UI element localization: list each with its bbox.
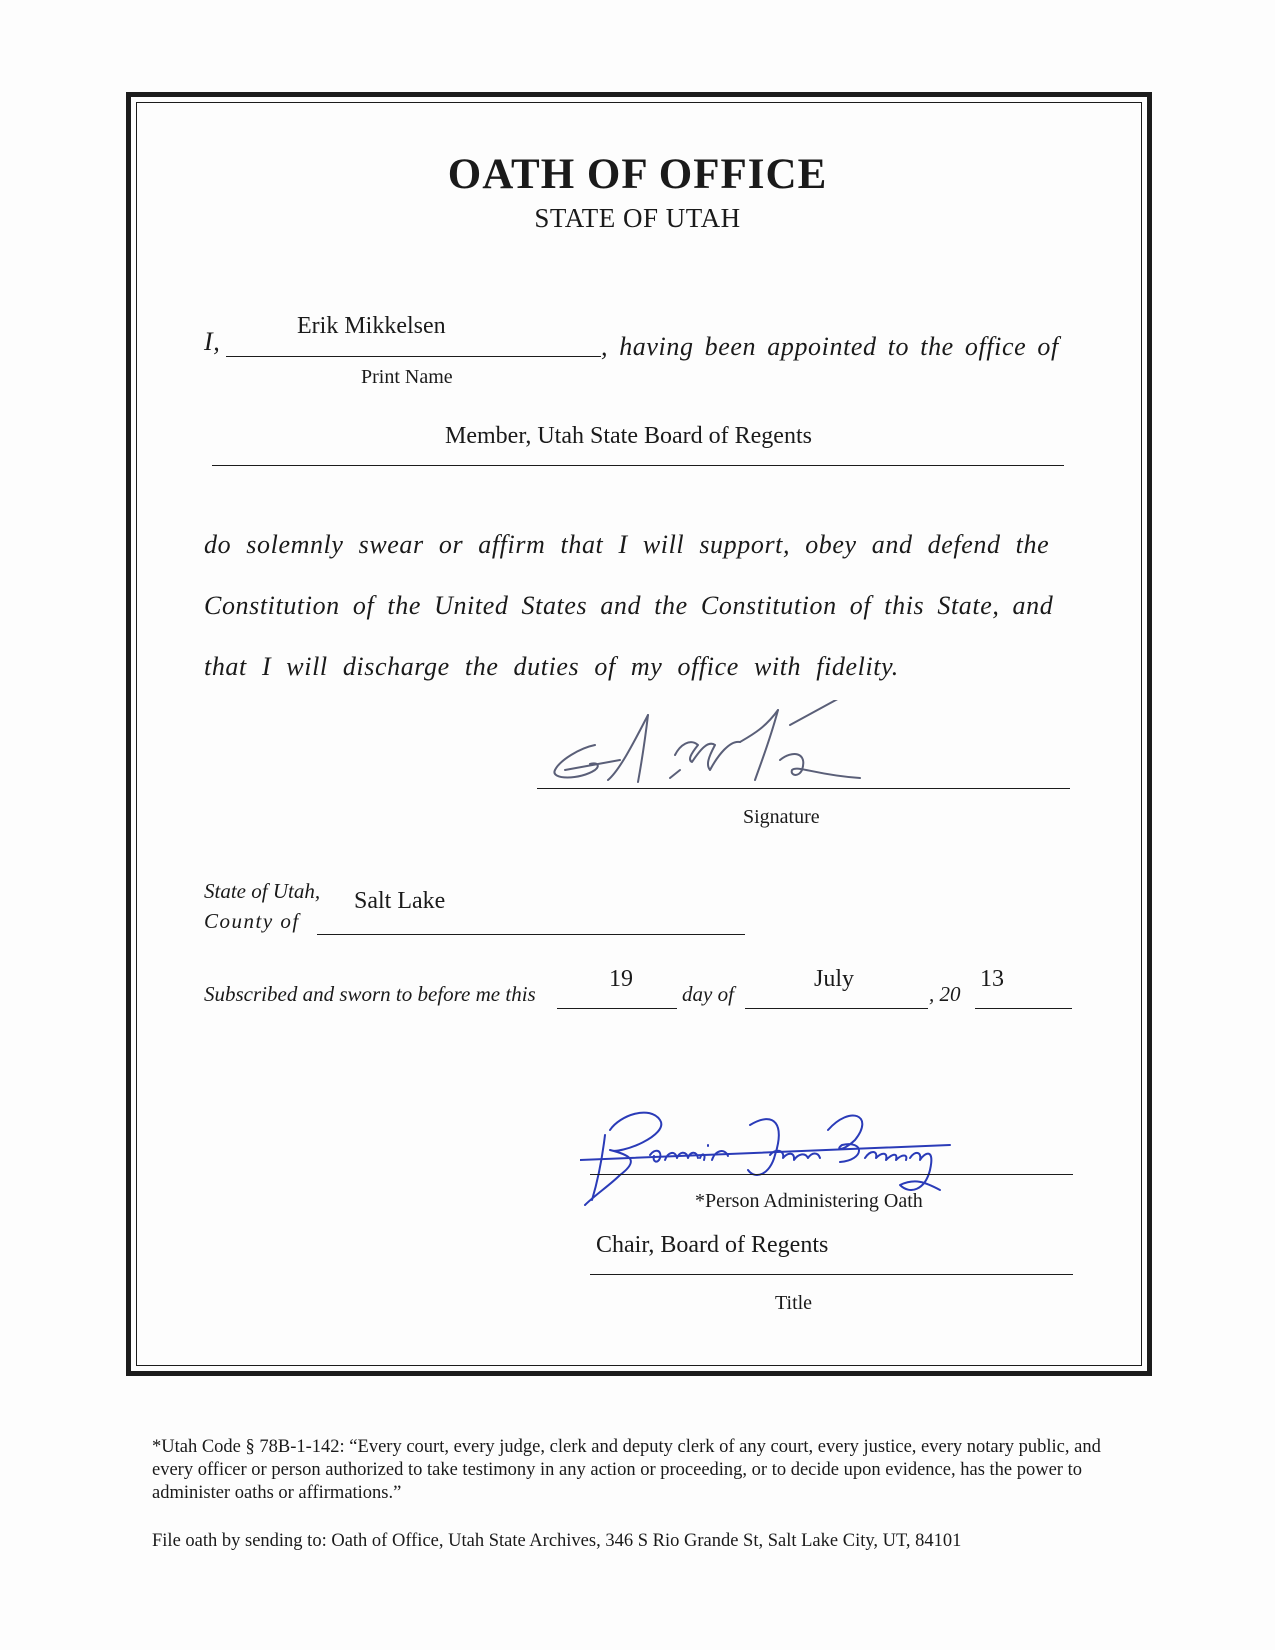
print-name-label: Print Name <box>361 366 453 388</box>
title-label: Title <box>775 1292 813 1314</box>
year-underline <box>975 1008 1072 1009</box>
month-field[interactable]: July <box>814 966 855 992</box>
day-of-label: day of <box>682 982 734 1006</box>
day-underline <box>557 1008 677 1009</box>
appointed-text: , having been appointed to the office of <box>601 332 1059 361</box>
county-field[interactable]: Salt Lake <box>354 888 446 914</box>
day-field[interactable]: 19 <box>609 966 633 992</box>
oath-line-1: do solemnly swear or affirm that I will support, obey and defend the <box>204 530 1050 559</box>
page-title: OATH OF OFFICE <box>447 151 828 198</box>
signature-graphic <box>540 700 910 800</box>
administrator-line <box>590 1174 1073 1175</box>
oath-line-2: Constitution of the United States and the Constitution of this State, and <box>204 591 1054 620</box>
name-underline <box>226 356 601 357</box>
title-underline <box>590 1274 1073 1275</box>
year-field[interactable]: 13 <box>980 966 1004 992</box>
administrator-label: *Person Administering Oath <box>695 1190 923 1212</box>
footer-code-note: *Utah Code § 78B-1-142: “Every court, every judge, clerk and deputy clerk of any court, every justice, every notary public, and every officer or person authorized to take testimony in any action or proceeding, or to decide upon evidence, has the power to administer oaths or affirmations.” <box>152 1437 1101 1503</box>
subscribed-label: Subscribed and sworn to before me this <box>204 982 536 1006</box>
office-field[interactable]: Member, Utah State Board of Regents <box>445 423 812 449</box>
oath-line-3: that I will discharge the duties of my office with fidelity. <box>204 652 899 681</box>
signature-label: Signature <box>743 806 820 828</box>
name-field[interactable]: Erik Mikkelsen <box>297 313 446 339</box>
office-underline <box>212 465 1064 466</box>
county-label: County of <box>204 909 300 933</box>
title-field[interactable]: Chair, Board of Regents <box>596 1232 829 1258</box>
page-subtitle: STATE OF UTAH <box>534 203 741 233</box>
signature-line <box>537 788 1070 789</box>
month-underline <box>745 1008 928 1009</box>
footer-file-note: File oath by sending to: Oath of Office, Utah State Archives, 346 S Rio Grande St, Salt Lake City, UT, 84101 <box>152 1531 962 1551</box>
oath-prefix: I, <box>204 327 221 356</box>
year-prefix: , 20 <box>929 982 961 1006</box>
state-label: State of Utah, <box>204 879 321 903</box>
county-underline <box>317 934 745 935</box>
